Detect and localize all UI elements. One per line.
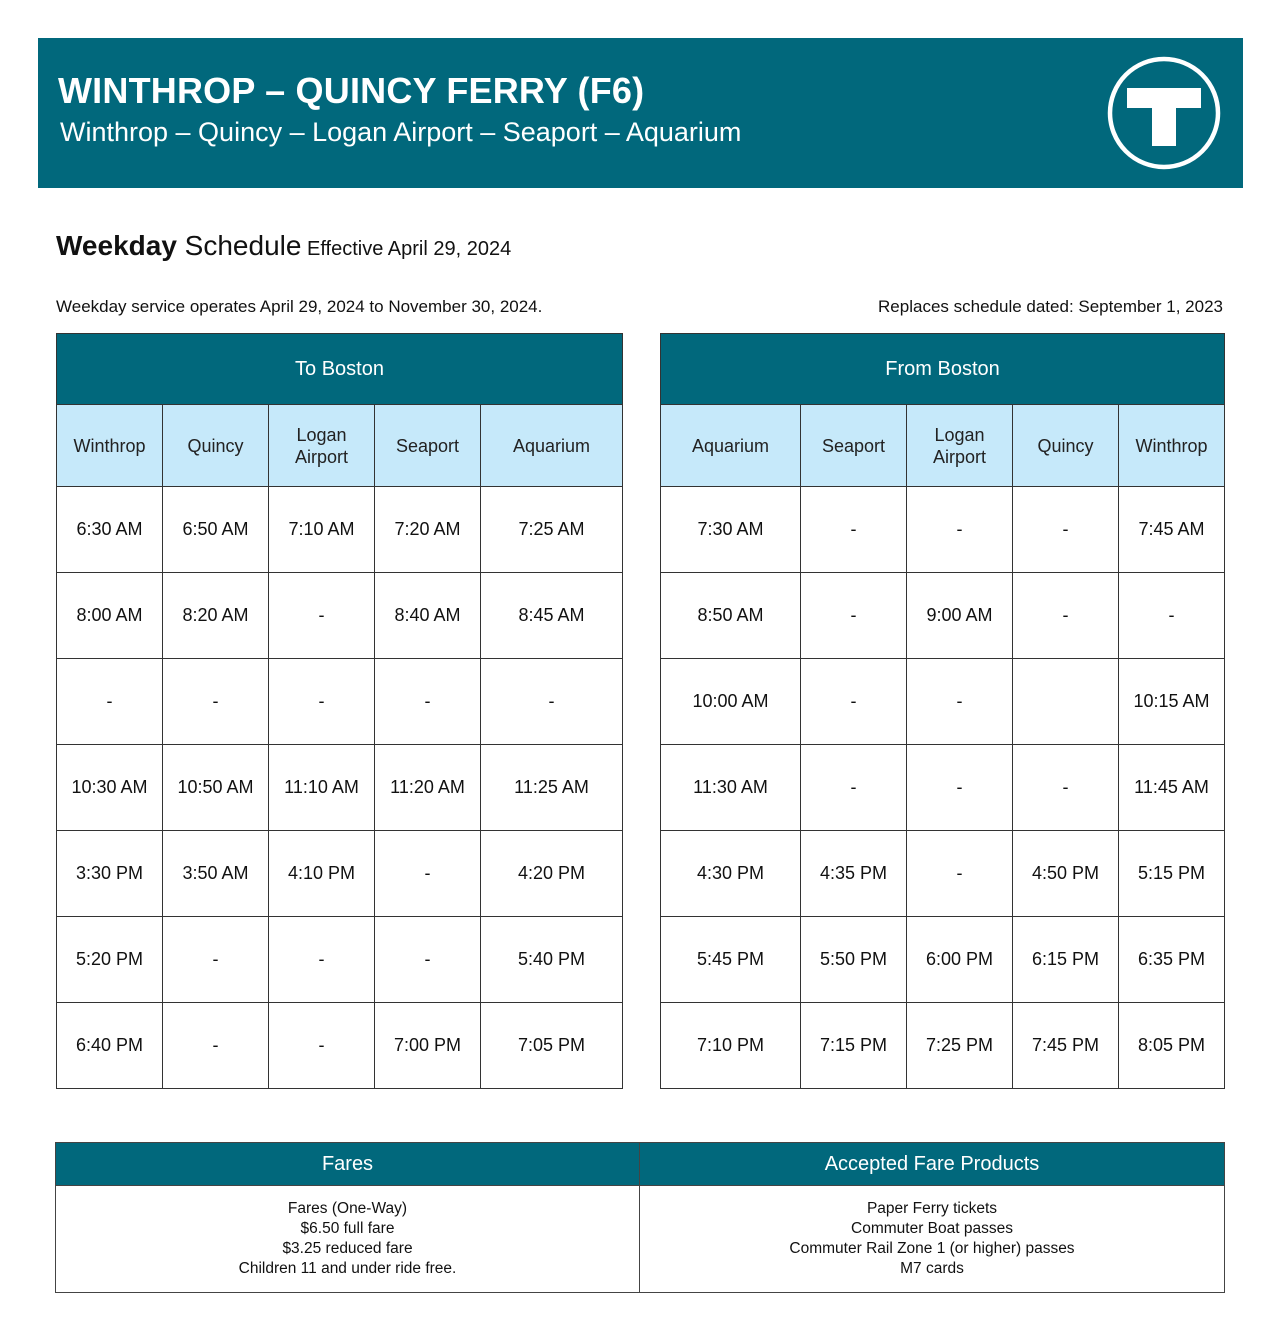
time-cell: 6:30 AM	[57, 487, 163, 573]
route-title: WINTHROP – QUINCY FERRY (F6)	[58, 70, 645, 111]
time-cell: -	[1013, 487, 1119, 573]
table-row	[57, 487, 623, 573]
time-cell: 7:25 AM	[481, 487, 623, 573]
time-cell: 7:45 AM	[1119, 487, 1225, 573]
time-cell: -	[1013, 573, 1119, 659]
time-cell: -	[907, 831, 1013, 917]
time-cell: -	[801, 659, 907, 745]
column-header: Quincy	[163, 405, 269, 487]
heading-schedule-word: Schedule	[176, 230, 302, 261]
time-cell: 10:50 AM	[163, 745, 269, 831]
time-cell: 8:50 AM	[661, 573, 801, 659]
column-header: Seaport	[375, 405, 481, 487]
table-row	[57, 573, 623, 659]
column-header: Winthrop	[57, 405, 163, 487]
time-cell: 11:25 AM	[481, 745, 623, 831]
time-cell: 4:30 PM	[661, 831, 801, 917]
time-cell: 6:50 AM	[163, 487, 269, 573]
time-cell: -	[269, 1003, 375, 1089]
time-cell	[1013, 659, 1119, 745]
time-cell: 5:20 PM	[57, 917, 163, 1003]
time-cell: 5:50 PM	[801, 917, 907, 1003]
schedule-heading	[56, 230, 511, 262]
time-cell: 6:00 PM	[907, 917, 1013, 1003]
time-cell: 4:10 PM	[269, 831, 375, 917]
time-cell: 7:15 PM	[801, 1003, 907, 1089]
table-row	[57, 745, 623, 831]
time-cell: 10:15 AM	[1119, 659, 1225, 745]
time-cell: 11:10 AM	[269, 745, 375, 831]
fares-header: Fares	[56, 1143, 640, 1186]
time-cell: 8:40 AM	[375, 573, 481, 659]
product-line: Paper Ferry tickets	[866, 1199, 998, 1217]
to-boston-table	[56, 333, 623, 1089]
fare-line: Children 11 and under ride free.	[238, 1259, 457, 1277]
time-cell: -	[269, 917, 375, 1003]
time-cell: 8:20 AM	[163, 573, 269, 659]
time-cell: 4:35 PM	[801, 831, 907, 917]
time-cell: 4:50 PM	[1013, 831, 1119, 917]
time-cell: -	[1119, 573, 1225, 659]
time-cell: 8:45 AM	[481, 573, 623, 659]
time-cell: 7:10 PM	[661, 1003, 801, 1089]
time-cell: 7:10 AM	[269, 487, 375, 573]
route-banner	[38, 38, 1243, 188]
product-line: M7 cards	[900, 1259, 964, 1277]
fares-table	[55, 1142, 1225, 1293]
time-cell: 7:30 AM	[661, 487, 801, 573]
time-cell: 7:45 PM	[1013, 1003, 1119, 1089]
time-cell: 5:40 PM	[481, 917, 623, 1003]
product-line: Commuter Rail Zone 1 (or higher) passes	[789, 1239, 1075, 1257]
time-cell: -	[269, 659, 375, 745]
time-cell: 10:00 AM	[661, 659, 801, 745]
time-cell: 7:20 AM	[375, 487, 481, 573]
time-cell: -	[801, 573, 907, 659]
time-cell: 6:15 PM	[1013, 917, 1119, 1003]
time-cell: 10:30 AM	[57, 745, 163, 831]
time-cell: -	[163, 917, 269, 1003]
time-cell: -	[801, 487, 907, 573]
table-row	[661, 1003, 1225, 1089]
table-row	[661, 573, 1225, 659]
accepted-products-info	[640, 1186, 1225, 1293]
time-cell: 8:05 PM	[1119, 1003, 1225, 1089]
time-cell: -	[1013, 745, 1119, 831]
time-cell: -	[907, 487, 1013, 573]
time-cell: 5:45 PM	[661, 917, 801, 1003]
time-cell: 8:00 AM	[57, 573, 163, 659]
service-dates-note: Weekday service operates April 29, 2024 to November 30, 2024.	[56, 297, 543, 316]
table-row	[661, 659, 1225, 745]
time-cell: -	[907, 659, 1013, 745]
time-cell: -	[375, 659, 481, 745]
time-cell: -	[163, 1003, 269, 1089]
time-cell: 4:20 PM	[481, 831, 623, 917]
replaces-schedule-note: Replaces schedule dated: September 1, 2023	[878, 297, 1223, 316]
time-cell: 11:30 AM	[661, 745, 801, 831]
from-boston-title: From Boston	[661, 334, 1225, 405]
column-header: Aquarium	[481, 405, 623, 487]
table-row	[57, 831, 623, 917]
table-row	[661, 487, 1225, 573]
time-cell: -	[375, 831, 481, 917]
time-cell: 3:50 AM	[163, 831, 269, 917]
column-header: Logan Airport	[269, 405, 375, 487]
column-header: Seaport	[801, 405, 907, 487]
time-cell: 3:30 PM	[57, 831, 163, 917]
time-cell: 11:45 AM	[1119, 745, 1225, 831]
time-cell: -	[907, 745, 1013, 831]
mbta-t-logo-icon	[1107, 56, 1221, 170]
route-stops-subtitle: Winthrop – Quincy – Logan Airport – Seaport – Aquarium	[60, 117, 742, 147]
fare-line: $6.50 full fare	[300, 1219, 395, 1237]
from-boston-table	[660, 333, 1225, 1089]
time-cell: -	[57, 659, 163, 745]
fares-info	[56, 1186, 640, 1293]
time-cell: 7:00 PM	[375, 1003, 481, 1089]
column-header: Winthrop	[1119, 405, 1225, 487]
heading-effective-date: Effective April 29, 2024	[301, 238, 512, 260]
time-cell: 7:25 PM	[907, 1003, 1013, 1089]
column-header: Logan Airport	[907, 405, 1013, 487]
column-header: Aquarium	[661, 405, 801, 487]
accepted-products-header: Accepted Fare Products	[640, 1143, 1225, 1186]
heading-day-type: Weekday	[56, 230, 177, 261]
fare-line: Fares (One-Way)	[287, 1199, 408, 1217]
time-cell: 6:40 PM	[57, 1003, 163, 1089]
column-header: Quincy	[1013, 405, 1119, 487]
table-row	[57, 659, 623, 745]
table-row	[661, 831, 1225, 917]
time-cell: -	[481, 659, 623, 745]
time-cell: 9:00 AM	[907, 573, 1013, 659]
table-row	[57, 917, 623, 1003]
fare-line: $3.25 reduced fare	[282, 1239, 413, 1257]
table-row	[661, 917, 1225, 1003]
time-cell: 7:05 PM	[481, 1003, 623, 1089]
time-cell: 6:35 PM	[1119, 917, 1225, 1003]
time-cell: -	[269, 573, 375, 659]
table-row	[661, 745, 1225, 831]
to-boston-title: To Boston	[57, 334, 623, 405]
product-line: Commuter Boat passes	[851, 1219, 1013, 1237]
time-cell: -	[163, 659, 269, 745]
time-cell: -	[801, 745, 907, 831]
time-cell: -	[375, 917, 481, 1003]
time-cell: 11:20 AM	[375, 745, 481, 831]
table-row	[57, 1003, 623, 1089]
time-cell: 5:15 PM	[1119, 831, 1225, 917]
